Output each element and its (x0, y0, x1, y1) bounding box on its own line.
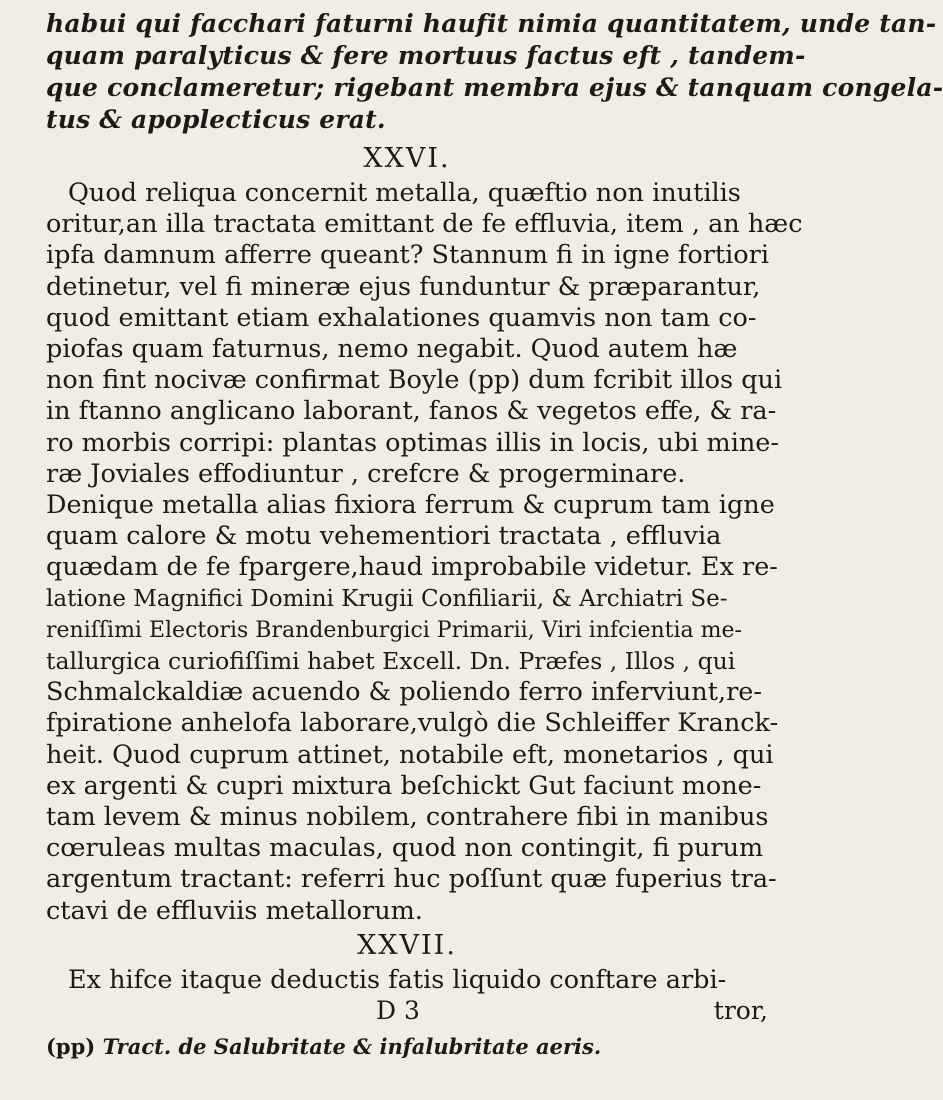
text-line: argentum tractant: referri huc poſſunt quæ fuperius tra- (46, 864, 777, 895)
text-line: tam levem & minus nobilem, contrahere fibi in manibus (46, 802, 769, 833)
text-line: heit. Quod cuprum attinet, notabile eft, monetarios , qui (46, 739, 774, 770)
section-heading: XXVI. (363, 143, 451, 174)
text-line: ex argenti & cupri mixtura beſchickt Gut faciunt mone- (46, 770, 762, 801)
text-line: ræ Joviales effodiuntur , crefcre & progerminare. (46, 458, 686, 489)
text-line: non fint nocivæ confirmat Boyle (pp) dum fcribit illos qui (46, 365, 783, 396)
text-line: quam paralyticus & fere mortuus factus eft , tandem- (46, 41, 806, 70)
text-line: quædam de fe fpargere,haud improbabile videtur. Ex re- (46, 552, 778, 583)
page-footer-marks (46, 996, 768, 1030)
section-heading: XXVII. (357, 929, 457, 961)
text-line: in ftanno anglicano laborant, fanos & vegetos effe, & ra- (46, 396, 777, 427)
text-line: tallurgica curiofiſſimi habet Excell. Dn. Præfes , Illos , qui (46, 647, 736, 676)
text-line: piofas quam faturnus, nemo negabit. Quod autem hæ (46, 334, 738, 365)
text-line: latione Magnifici Domini Krugii Confiliarii, & Archiatri Se- (46, 585, 728, 612)
text-line: ipfa damnum afferre queant? Stannum fi in igne fortiori (46, 240, 769, 271)
text-line: ro morbis corripi: plantas optimas illis in locis, ubi mine- (46, 427, 780, 458)
text-line: reniſſimi Electoris Brandenburgici Primarii, Viri infcientia me- (46, 617, 742, 643)
section-paragraph (46, 965, 768, 996)
text-line: quod emittant etiam exhalationes quamvis non tam co- (46, 302, 757, 333)
text-line: habui qui facchari faturni haufit nimia quantitatem, unde tan- (46, 9, 937, 38)
catchword: tror, (713, 996, 768, 1026)
text-line: quam calore & motu vehementiori tractata , effluvia (46, 521, 722, 552)
text-line: fpiratione anhelofa laborare,vulgò die Schleiffer Kranck- (46, 708, 779, 739)
section-paragraph (46, 178, 803, 927)
text-line: cœruleas multas maculas, quod non contingit, fi purum (46, 833, 764, 864)
text-line: detinetur, vel fi mineræ ejus funduntur & præparantur, (46, 271, 761, 302)
text-line: Schmalckaldiæ acuendo & poliendo ferro inferviunt,re- (46, 677, 762, 708)
text-line: Ex hifce itaque deductis fatis liquido conftare arbi- (68, 964, 727, 995)
footnote-mark: (pp) (46, 1034, 96, 1060)
text-line: Quod reliqua concernit metalla, quæftio non inutilis (68, 178, 741, 208)
text-line: que conclameretur; rigebant membra ejus & tanquam congela- (46, 73, 943, 102)
text-line: Denique metalla alias fixiora ferrum & cuprum tam igne (46, 490, 775, 521)
text-line: tus & apoplecticus erat. (46, 105, 386, 134)
footnote (46, 1032, 768, 1062)
text-line: oritur,an illa tractata emittant de fe effluvia, item , an hæc (46, 209, 803, 240)
footnote-text: Tract. de Salubritate & infalubritate aeris. (102, 1034, 602, 1060)
intro-passage (46, 8, 943, 136)
text-line: ctavi de effluviis metallorum. (46, 895, 423, 926)
signature-mark: D 3 (376, 996, 420, 1026)
